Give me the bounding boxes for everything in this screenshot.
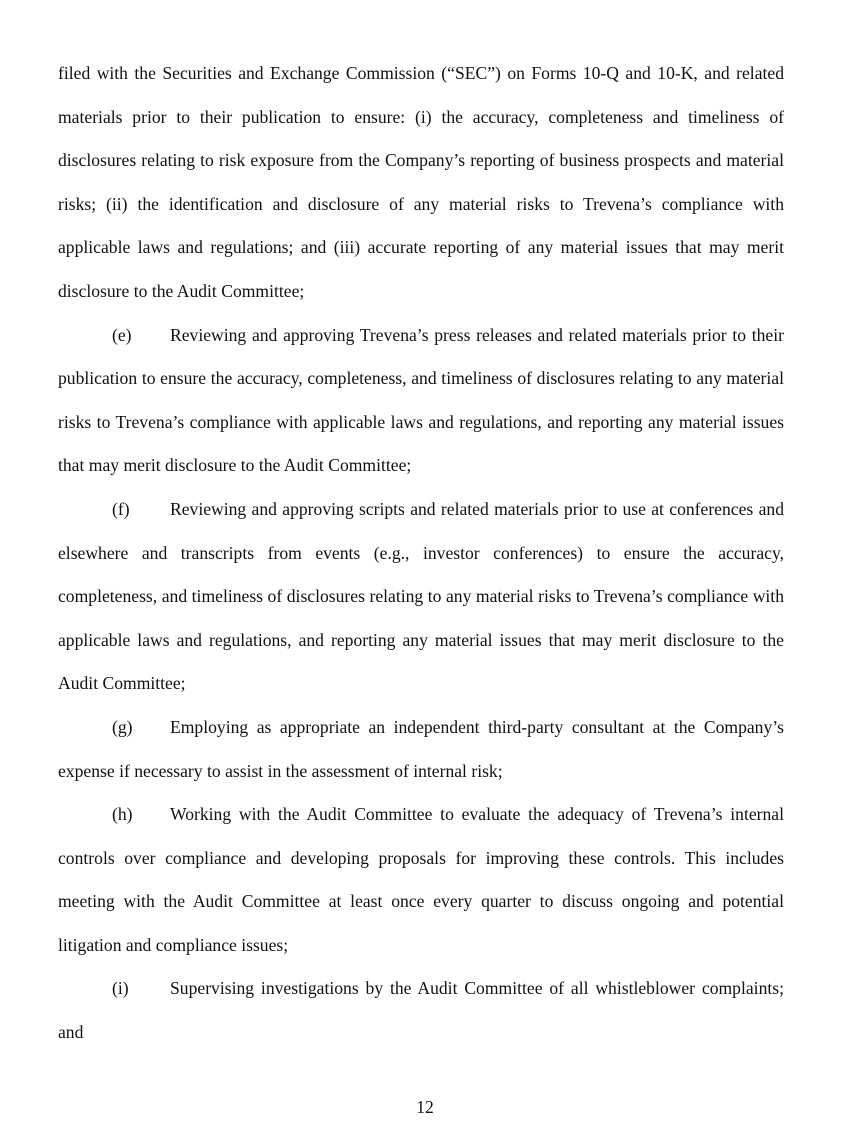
item-marker-g: (g) <box>112 716 133 737</box>
opening-paragraph: filed with the Securities and Exchange Commission (“SEC”) on Forms 10-Q and 10-K, and related materials prior to their publication to ensure: (i) the accuracy, completeness and timeliness of disclosures relating to risk exposure from the Company’s reporting of business prospects and material risks; (ii) the identification and disclosure of any material risks to Trevena’s compliance with applicable laws and regulations; and (iii) accurate reporting of any material issues that may merit disclosure to the Audit Committee; <box>58 63 784 301</box>
list-item-i <box>58 967 784 1054</box>
item-marker-i: (i) <box>112 978 129 999</box>
list-item-e <box>58 314 784 488</box>
item-text-e: Reviewing and approving Trevena’s press releases and related materials prior to their publication to ensure the accuracy, completeness, and timeliness of disclosures relating to any material risks to Trevena’s compliance with applicable laws and regulations, and reporting any material issues that may merit disclosure to the Audit Committee; <box>58 324 784 476</box>
list-item-g <box>58 706 784 793</box>
item-marker-f: (f) <box>112 498 130 519</box>
page-number: 12 <box>416 1097 434 1117</box>
list-item-f <box>58 488 784 706</box>
item-text-f: Reviewing and approving scripts and related materials prior to use at conferences and elsewhere and transcripts from events (e.g., investor conferences) to ensure the accuracy, completeness, and timeliness of disclosures relating to any material risks to Trevena’s compliance with applicable laws and regulations, and reporting any material issues that may merit disclosure to the Audit Committee; <box>58 498 784 694</box>
item-marker-e: (e) <box>112 324 132 345</box>
item-text-g: Employing as appropriate an independent third-party consultant at the Company’s expense if necessary to assist in the assessment of internal risk; <box>58 716 784 781</box>
item-text-h: Working with the Audit Committee to evaluate the adequacy of Trevena’s internal controls over compliance and developing proposals for improving these controls. This includes meeting with the Audit Committee at least once every quarter to discuss ongoing and potential litigation and compliance issues; <box>58 804 784 955</box>
document-body <box>58 52 784 1055</box>
item-marker-h: (h) <box>112 804 133 825</box>
item-text-i: Supervising investigations by the Audit Committee of all whistleblower complaints; and <box>58 978 784 1043</box>
list-item-h <box>58 793 784 967</box>
